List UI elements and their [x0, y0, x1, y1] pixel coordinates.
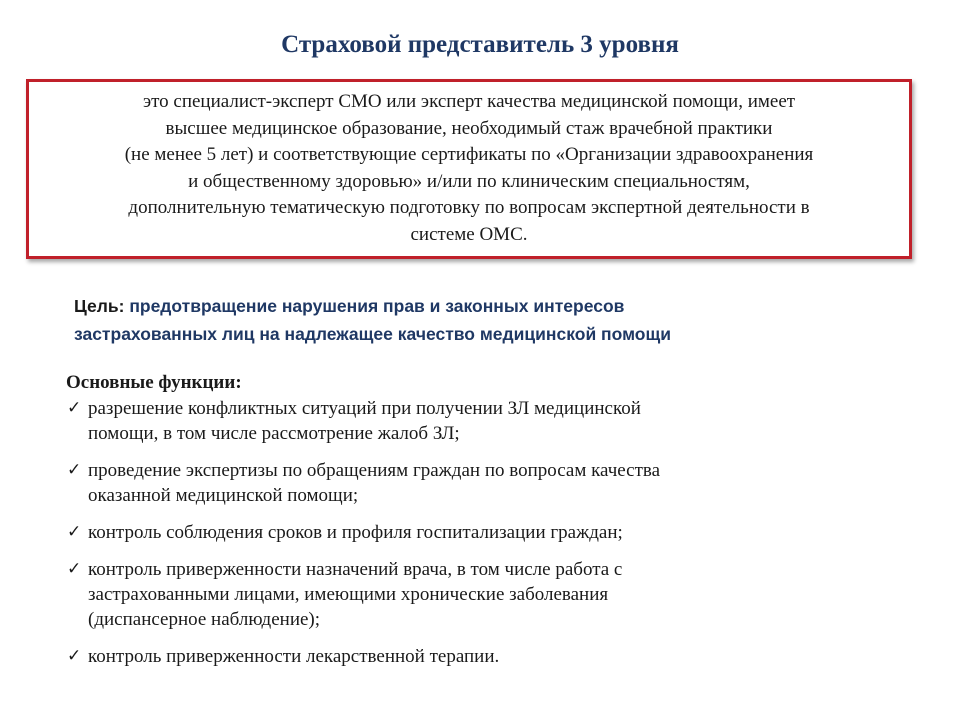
checkmark-icon: ✓	[67, 646, 82, 666]
functions-heading: Основные функции:	[66, 372, 242, 393]
definition-line: это специалист-эксперт СМО или эксперт качества медицинской помощи, имеет	[142, 91, 796, 112]
list-item-line: проведение экспертизы по обращениям граждан по вопросам качества	[88, 460, 661, 481]
list-item-line: контроль приверженности назначений врача, в том числе работа с	[88, 559, 623, 580]
definition-text	[39, 89, 899, 249]
definition-line: и общественному здоровью» и/или по клиническим специальностям,	[188, 170, 750, 192]
goal-text-1: предотвращение нарушения прав и законных интересов	[129, 296, 625, 316]
checkmark-icon: ✓	[67, 559, 82, 579]
list-item	[66, 557, 866, 632]
functions-list	[66, 396, 866, 669]
list-item-line: контроль соблюдения сроков и профиля госпитализации граждан;	[88, 522, 623, 543]
goal-statement	[74, 292, 894, 348]
definition-line: высшее медицинское образование, необходимый стаж врачебной практики	[165, 117, 773, 139]
page-title: Страховой представитель 3 уровня	[281, 31, 679, 58]
checkmark-icon: ✓	[67, 398, 82, 418]
list-item-line: (диспансерное наблюдение);	[88, 609, 321, 630]
list-item-line: разрешение конфликтных ситуаций при получении ЗЛ медицинской	[88, 398, 641, 419]
list-item	[66, 458, 866, 508]
definition-line: системе ОМС.	[410, 223, 528, 245]
list-item	[66, 644, 866, 669]
list-item-line: оказанной медицинской помощи;	[88, 485, 359, 506]
checkmark-icon: ✓	[67, 522, 82, 542]
list-item-line: помощи, в том числе рассмотрение жалоб ЗЛ;	[88, 423, 460, 444]
list-item	[66, 520, 866, 545]
definition-line: дополнительную тематическую подготовку по вопросам экспертной деятельности в	[128, 197, 810, 219]
list-item-line: контроль приверженности лекарственной терапии.	[88, 646, 500, 667]
checkmark-icon: ✓	[67, 460, 82, 480]
functions-section	[66, 370, 866, 681]
list-item	[66, 396, 866, 446]
definition-box	[26, 79, 912, 259]
list-item-line: застрахованными лицами, имеющими хронические заболевания	[88, 584, 609, 605]
definition-line: (не менее 5 лет) и соответствующие сертификаты по «Организации здравоохранения	[124, 144, 814, 166]
goal-line-1	[74, 292, 894, 320]
goal-label: Цель:	[74, 296, 125, 316]
goal-text-2: застрахованных лиц на надлежащее качество медицинской помощи	[74, 324, 672, 344]
